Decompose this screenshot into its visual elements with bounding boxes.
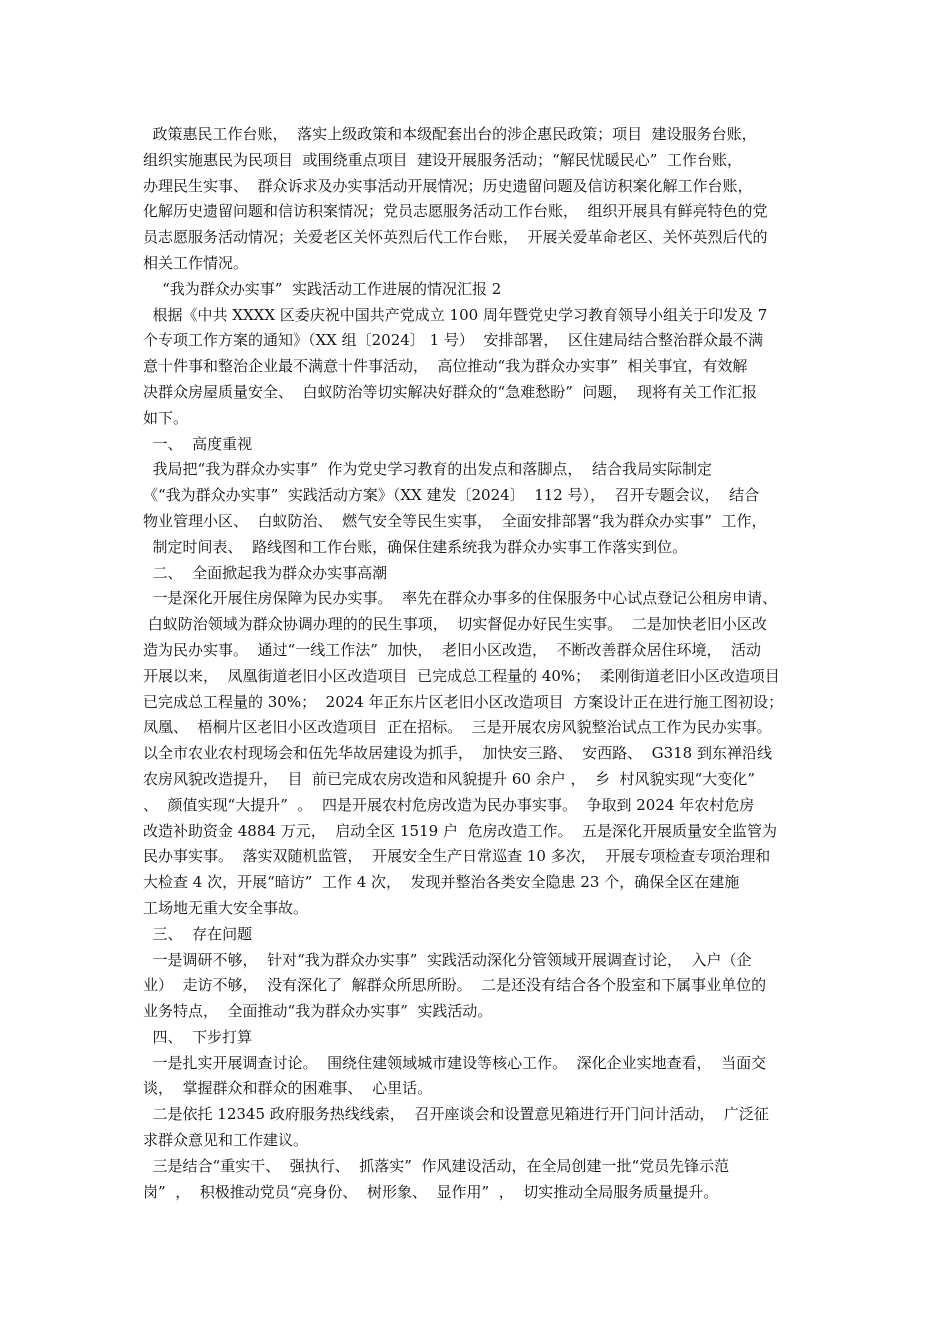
text-line: 岗” ， 积极推动党员“亮身份、 树形象、 显作用” ， 切实推动全局服务质量提升。 [143,1182,719,1201]
text-line: 白蚁防治领域为群众协调办理的的民生事项， 切实督促办好民生实事。 二是加快老旧小区改 [143,615,767,634]
text-line: 大检查 4 次，开展“暗访” 工作 4 次， 发现并整治各类安全隐患 23 个，确保全区在建施 [143,873,740,892]
text-line: 、 颜值实现“大提升” 。 四是开展农村危房改造为民办事实事。 争取到 2024 年农村危房 [143,795,755,814]
text-line: 三、 存在问题 [143,924,253,943]
text-line: 物业管理小区、 白蚁防治、 燃气安全等民生实事， 全面安排部署“我为群众办实事” 工作， [143,511,767,530]
text-line: 个专项工作方案的通知》（XX 组〔2024〕 1 号） 安排部署， 区住建局结合整治群众最不满 [143,331,763,350]
text-line: 一是扎实开展调查讨论。 围绕住建领域城市建设等核心工作。 深化企业实地查看， 当面交 [143,1053,767,1072]
text-line: 一、 高度重视 [143,434,253,453]
text-line: 以全市农业农村现场会和伍先华故居建设为抓手， 加快安三路、 安西路、 G318 到东禅沿线 [143,744,772,763]
text-line: 谈， 掌握群众和群众的困难事、 心里话。 [143,1079,433,1098]
text-line: 业务特点， 全面推动“我为群众办实事” 实践活动。 [143,1002,493,1021]
text-line: 二是依托 12345 政府服务热线线索， 召开座谈会和设置意见箱进行开门问计活动， 广泛征 [143,1105,769,1124]
text-line: 农房风貌改造提升， 目 前已完成农房改造和风貌提升 60 余户 ， 乡 村风貌实现“大变化” [143,769,755,788]
text-line: 政策惠民工作台账， 落实上级政策和本级配套出台的涉企惠民政策；项目 建设服务台账， [143,125,757,143]
document-body [143,122,815,1205]
text-line: 意十件事和整治企业最不满意十件事活动， 高位推动“我为群众办实事” 相关事宜，有效解 [143,357,748,376]
text-line: 业） 走访不够， 没有深化了 解群众所思所盼。 二是还没有结合各个股室和下属事业单位的 [143,976,767,995]
text-line: “我为群众办实事” 实践活动工作进展的情况汇报 2 [143,279,502,298]
text-line: 二、 全面掀起我为群众办实事高潮 [143,563,388,582]
text-line: 三是结合“重实干、 强执行、 抓落实” 作风建设活动，在全局创建一批“党员先锋示范 [143,1156,730,1175]
text-line: 工场地无重大安全事故。 [143,898,309,917]
text-line: 如下。 [143,408,189,427]
text-line: 组织实施惠民为民项目 或围绕重点项目 建设开展服务活动；“解民忧暖民心” 工作台账， [143,150,742,169]
text-line: 我局把“我为群众办实事” 作为党史学习教育的出发点和落脚点， 结合我局实际制定 [143,460,712,479]
text-line: 改造补助资金 4884 万元， 启动全区 1519 户 危房改造工作。 五是深化开展质量安全监管为 [143,821,778,840]
text-line: 制定时间表、 路线图和工作台账，确保住建系统我为群众办实事工作落实到位。 [143,537,688,556]
text-line: 根据《中共 XXXX 区委庆祝中国共产党成立 100 周年暨党史学习教育领导小组关于印发及 7 [143,305,768,324]
text-line: 一是调研不够， 针对“我为群众办实事” 实践活动深化分管领域开展调查讨论， 入户（企 [143,950,752,969]
text-line: 四、 下步打算 [143,1027,253,1046]
text-line: 相关工作情况。 [143,253,249,272]
text-line: 员志愿服务活动情况；关爱老区关怀英烈后代工作台账， 开展关爱革命老区、关怀英烈后代的 [143,228,768,247]
text-line: 办理民生实事、 群众诉求及办实事活动开展情况；历史遗留问题及信访积案化解工作台账， [143,176,753,195]
text-line: 一是深化开展住房保障为民办实事。 率先在群众办事多的住保服务中心试点登记公租房申请、 [143,589,778,608]
text-line: 求群众意见和工作建议。 [143,1131,309,1150]
text-line: 造为民办实事。 通过“一线工作法” 加快， 老旧小区改造， 不断改善群众居住环境， 活动 [143,640,762,659]
text-line: 化解历史遗留问题和信访积案情况；党员志愿服务活动工作台账， 组织开展具有鲜亮特色的党 [143,202,768,221]
text-line: 《“我为群众办实事” 实践活动方案》（XX 建发〔2024〕 112 号）， 召开专题会议， 结合 [143,486,760,505]
text-line: 开展以来， 凤凰街道老旧小区改造项目 已完成总工程量的 40%； 柔刚街道老旧小区改造项目 [143,666,780,685]
text-line: 已完成总工程量的 30%； 2024 年正东片区老旧小区改造项目 方案设计正在进行施工图初设； [143,692,784,711]
text-line: 凤凰、 梧桐片区老旧小区改造项目 正在招标。 三是开展农房风貌整治试点工作为民办实事。 [143,718,772,737]
text-line: 决群众房屋质量安全、 白蚁防治等切实解决好群众的“急难愁盼” 问题， 现将有关工作汇报 [143,382,757,401]
text-line: 民办事实事。 落实双随机监管， 开展安全生产日常巡查 10 多次， 开展专项检查专项治理和 [143,847,771,866]
